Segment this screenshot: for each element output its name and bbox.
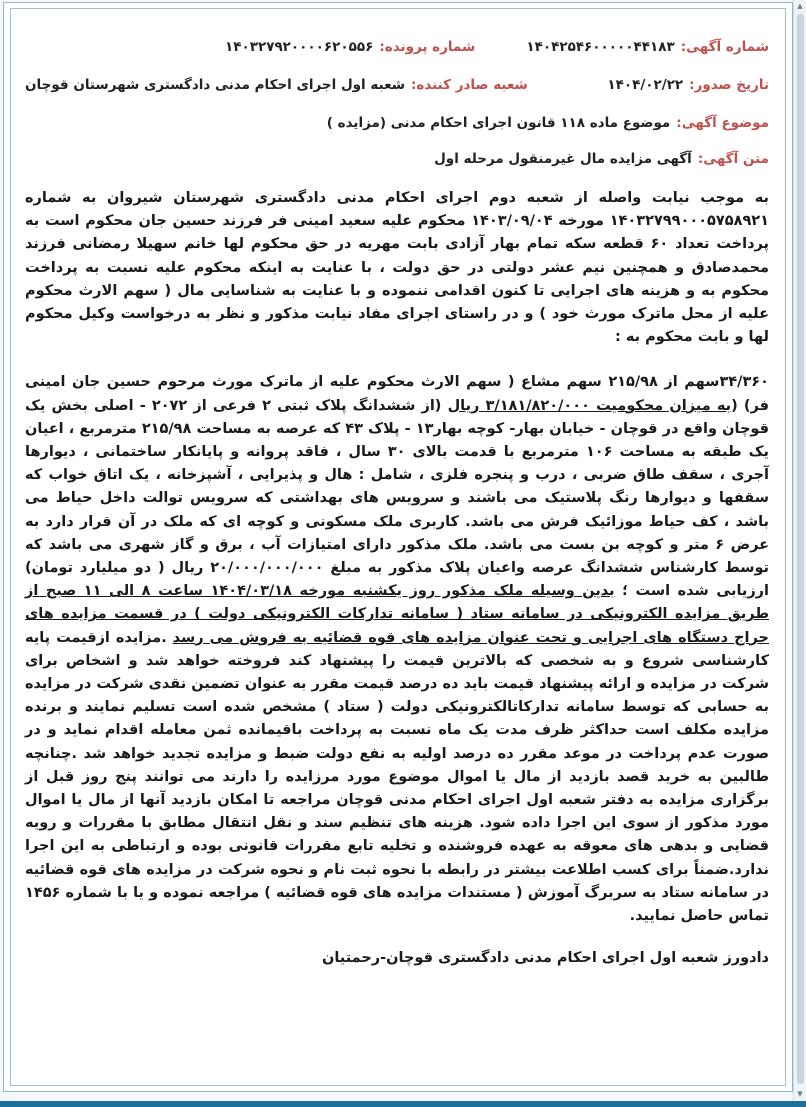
case-number-label: شماره پرونده: [379,39,476,55]
notice-text-label: متن آگهی: [697,151,769,167]
notice-number-value: ۱۴۰۴۲۵۴۶۰۰۰۰۰۴۴۱۸۳ [526,39,675,55]
vertical-scrollbar[interactable] [793,0,806,1107]
scroll-down-arrow-icon[interactable]: ▼ [797,1090,803,1098]
scroll-thumb[interactable] [797,14,804,1084]
signature: دادورز شعبه اول اجرای احکام مدنی دادگستری قوچان-رحمتیان [321,950,769,967]
paragraph-property [25,371,769,928]
paragraph-property-amount: به میزان محکومیت ۳/۱۸۱/۸۲۰/۰۰۰ ریال [447,397,732,414]
issuing-branch [25,77,528,93]
issue-date-label: تاریخ صدور: [689,77,769,93]
notice-inner-frame [10,8,786,1086]
case-number [225,39,475,55]
issue-date-value: ۱۴۰۴/۰۲/۲۲ [607,77,684,93]
notice-text-value: آگهی مزایده مال غیرمنقول مرحله اول [434,151,692,167]
issuing-branch-value: شعبه اول اجرای احکام مدنی دادگستری شهرستان قوچان [25,77,405,93]
issue-date [607,77,769,93]
paragraph-property-part3: .مزایده ازقیمت پایه کارشناسی شروع و به شخصی که بالاترین قیمت را پیشنهاد کند فروخته خواهد شد و اشخاص برای شرکت در مزایده و ارائه پیشنهاد قیمت باید ده درصد قیمت مقرر به عنوان تضمین نقدی شرکت در مزایده به حسابی که توسط سامانه تدارکاتالکترونیکی دولت ( ستاد ) مشخص شده است تسلیم نمایند و برنده مزایده مکلف است حداکثر ظرف مدت یک ماه نسبت به پرداخت باقیمانده ثمن معامله اقدام نماید و در صورت عدم پرداخت در موعد مقرر ده درصد اولیه به نفع دولت ضبط و مزایده تجدید خواهد شد .چنانچه طالبین به خرید قصد بازدید از مال یا اموال موضوع مورد مرزایده را دارند می توانند پنج روز قبل از برگزاری مزایده به دفتر شعبه اول اجرای احکام مدنی قوچان مراجعه تا امکان بازدید آنها از مال یا اموال مورد مذکور از سوی این اجرا داده شود. هزینه های تنظیم سند و نقل انتقال مطابق با مقررات و رویه قضایی و بدهی های معوقه به عهده فروشنده و تخلیه تابع مقررات قانونی بوده و ارتباطی به این اجرا ندارد.ضمناً برای کسب اطلاعت بیشتر در رابطه با نحوه ثبت نام و نحوه شرکت در مزایده های قوه قضائیه در سامانه ستاد به سربرگ آموزش ( مستندات مزایده های قوه قضائیه ) مراجعه نموده و یا با شماره ۱۴۵۶ تماس حاصل نمایید. [25,629,769,925]
notice-text-title [25,151,769,167]
subject-label: موضوع آگهی: [676,115,769,131]
notice-number [526,39,769,55]
notice-subject [25,115,769,131]
notice-number-label: شماره آگهی: [680,39,769,55]
notice-content [25,39,769,966]
paragraph-intro: به موجب نیابت واصله از شعبه دوم اجرای احکام مدنی دادگستری شهرستان شیروان به شماره ۱۴۰۳۲۷۹۹۰۰۰۵۷۵۸۹۲۱ مورخه ۱۴۰۳/۰۹/۰۴ محکوم علیه سعید امینی فر فرزند حسین جان محکوم است به پرداخت تعداد ۶۰ قطعه سکه تمام بهار آزادی بابت مهریه در حق محکوم لها خانم سهیلا رمضانی فرزند محمدصادق و همچنین نیم عشر دولتی در حق دولت ، با عنایت به اینکه محکوم علیه نسبت به پرداخت محکوم به و هزینه های اجرایی تا کنون اقدامی ننموده و با عنایت به شناسایی مال ( سهم الارث محکوم علیه از محل ماترک مورث خود ) و در راستای اجرای مفاد نیابت مذکور و نظر به درخواست وکیل محکوم لها و بابت محکوم به : [25,190,769,346]
scroll-up-arrow-icon[interactable]: ▲ [797,2,803,10]
issuing-branch-label: شعبه صادر کننده: [410,77,528,93]
case-number-value: ۱۴۰۳۲۷۹۲۰۰۰۰۶۲۰۵۵۶ [225,39,374,55]
notice-frame [3,2,793,1092]
bottom-bar [0,1101,806,1107]
subject-value: موضوع ماده ۱۱۸ قانون اجرای احکام مدنی (مزایده ) [326,115,671,131]
meta-row-numbers [25,39,769,55]
paragraph-auction-date: بدین وسیله ملک مذکور روز یکشنبه مورخه ۱۴۰۴/۰۳/۱۸ ساعت ۸ الی ۱۱ صبح از طریق مزایده الکترونیکی در سامانه ستاد ( سامانه تدارکات الکترونیکی دولت ) در قسمت مزایده های حراج دستگاه های اجرایی و تحت عنوان مزایده های قوه قضائیه به فروش می رسد [25,583,769,646]
paragraph-property-part2: (از ششدانگ پلاک ثبتی ۲ فرعی از ۲۰۷۲ - اصلی بخش یک قوچان واقع در قوچان - خیابان بهار- کوچه بهار۱۳ - پلاک ۴۳ که عرصه به مساحت ۲۱۵/۹۸ مترمربع ، اعیان یک طبقه به مساحت ۱۰۶ مترمربع با قدمت بالای ۳۰ سال ، فاقد پروانه و پایانکار ساختمانی ، دیوارها آجری ، سقف طاق ضربی ، درب و پنجره فلزی ، شامل : هال و پذیرایی ، آشپزخانه ، یک اتاق خواب که سقفها و دیوارها رنگ پلاستیک می باشند و سرویس های بهداشتی که سرویس توالت داخل حیاط می باشد ، کف حیاط موزائیک فرش می باشد. کاربری ملک مسکونی و کوچه ای که ملک در آن قرار دارد به عرض ۶ متر و کوچه بن بست می باشد. ملک مذکور دارای امتیازات آب ، برق و گاز شهری می باشد که توسط کارشناس ششدانگ عرصه واعیان پلاک مذکور به مبلغ ۲۰/۰۰۰/۰۰۰/۰۰۰ ریال ( دو میلیارد تومان) ارزیابی شده است ؛ [25,397,770,600]
meta-row-date-branch [25,77,769,93]
paragraph-property-part1: ۳۴/۳۶۰سهم از ۲۱۵/۹۸ سهم مشاع ( سهم الارث محکوم علیه از ماترک مورث مرحوم حسین جان امینی فر) ( [25,374,769,414]
